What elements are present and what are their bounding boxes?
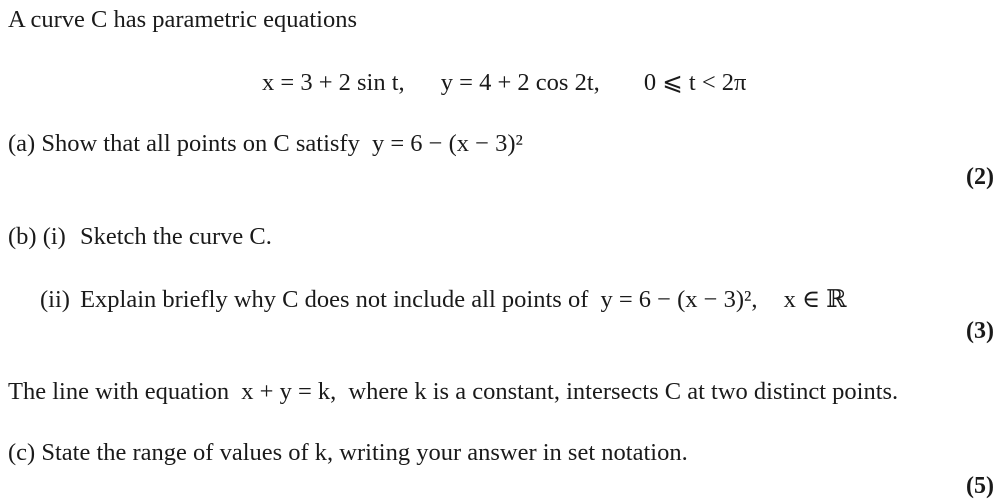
line-equation: x + y = k, <box>241 378 337 405</box>
part-c-question <box>8 441 688 466</box>
part-b-label: (b) <box>8 223 37 250</box>
intro-sentence: A curve C has parametric equations <box>8 6 358 33</box>
intro-text <box>8 8 357 33</box>
x-equation: x = 3 + 2 sin t, <box>262 69 405 96</box>
part-a-equation: y = 6 − (x − 3)² <box>371 130 523 157</box>
part-b-ii-label: (ii) <box>40 286 70 313</box>
part-a-marks: (2) <box>966 164 994 190</box>
y-equation: y = 4 + 2 cos 2t, <box>440 69 600 96</box>
part-b-ii-domain: x ∈ ℝ <box>783 286 847 313</box>
parametric-equations <box>262 71 746 96</box>
part-c-text: State the range of values of k, writing your answer in set notation. <box>41 439 688 466</box>
line-statement-before: The line with equation <box>8 378 230 405</box>
part-b-i-text: Sketch the curve C. <box>79 223 272 250</box>
part-b-marks: (3) <box>966 318 994 344</box>
part-b-ii-question <box>40 288 847 313</box>
line-statement-after: where k is a constant, intersects C at two distinct points. <box>348 378 899 405</box>
line-statement <box>8 380 898 405</box>
part-c-label: (c) <box>8 439 36 466</box>
parameter-range: 0 ⩽ t < 2π <box>643 69 747 96</box>
part-b-i-question <box>8 225 272 250</box>
part-c-marks: (5) <box>966 473 994 499</box>
part-a-label: (a) <box>8 130 36 157</box>
part-b-ii-text: Explain briefly why C does not include all points of <box>80 286 589 313</box>
part-b-ii-equation: y = 6 − (x − 3)², <box>600 286 758 313</box>
part-a-text: Show that all points on C satisfy <box>41 130 360 157</box>
part-b-i-label: (i) <box>42 223 66 250</box>
part-a-question <box>8 132 523 157</box>
